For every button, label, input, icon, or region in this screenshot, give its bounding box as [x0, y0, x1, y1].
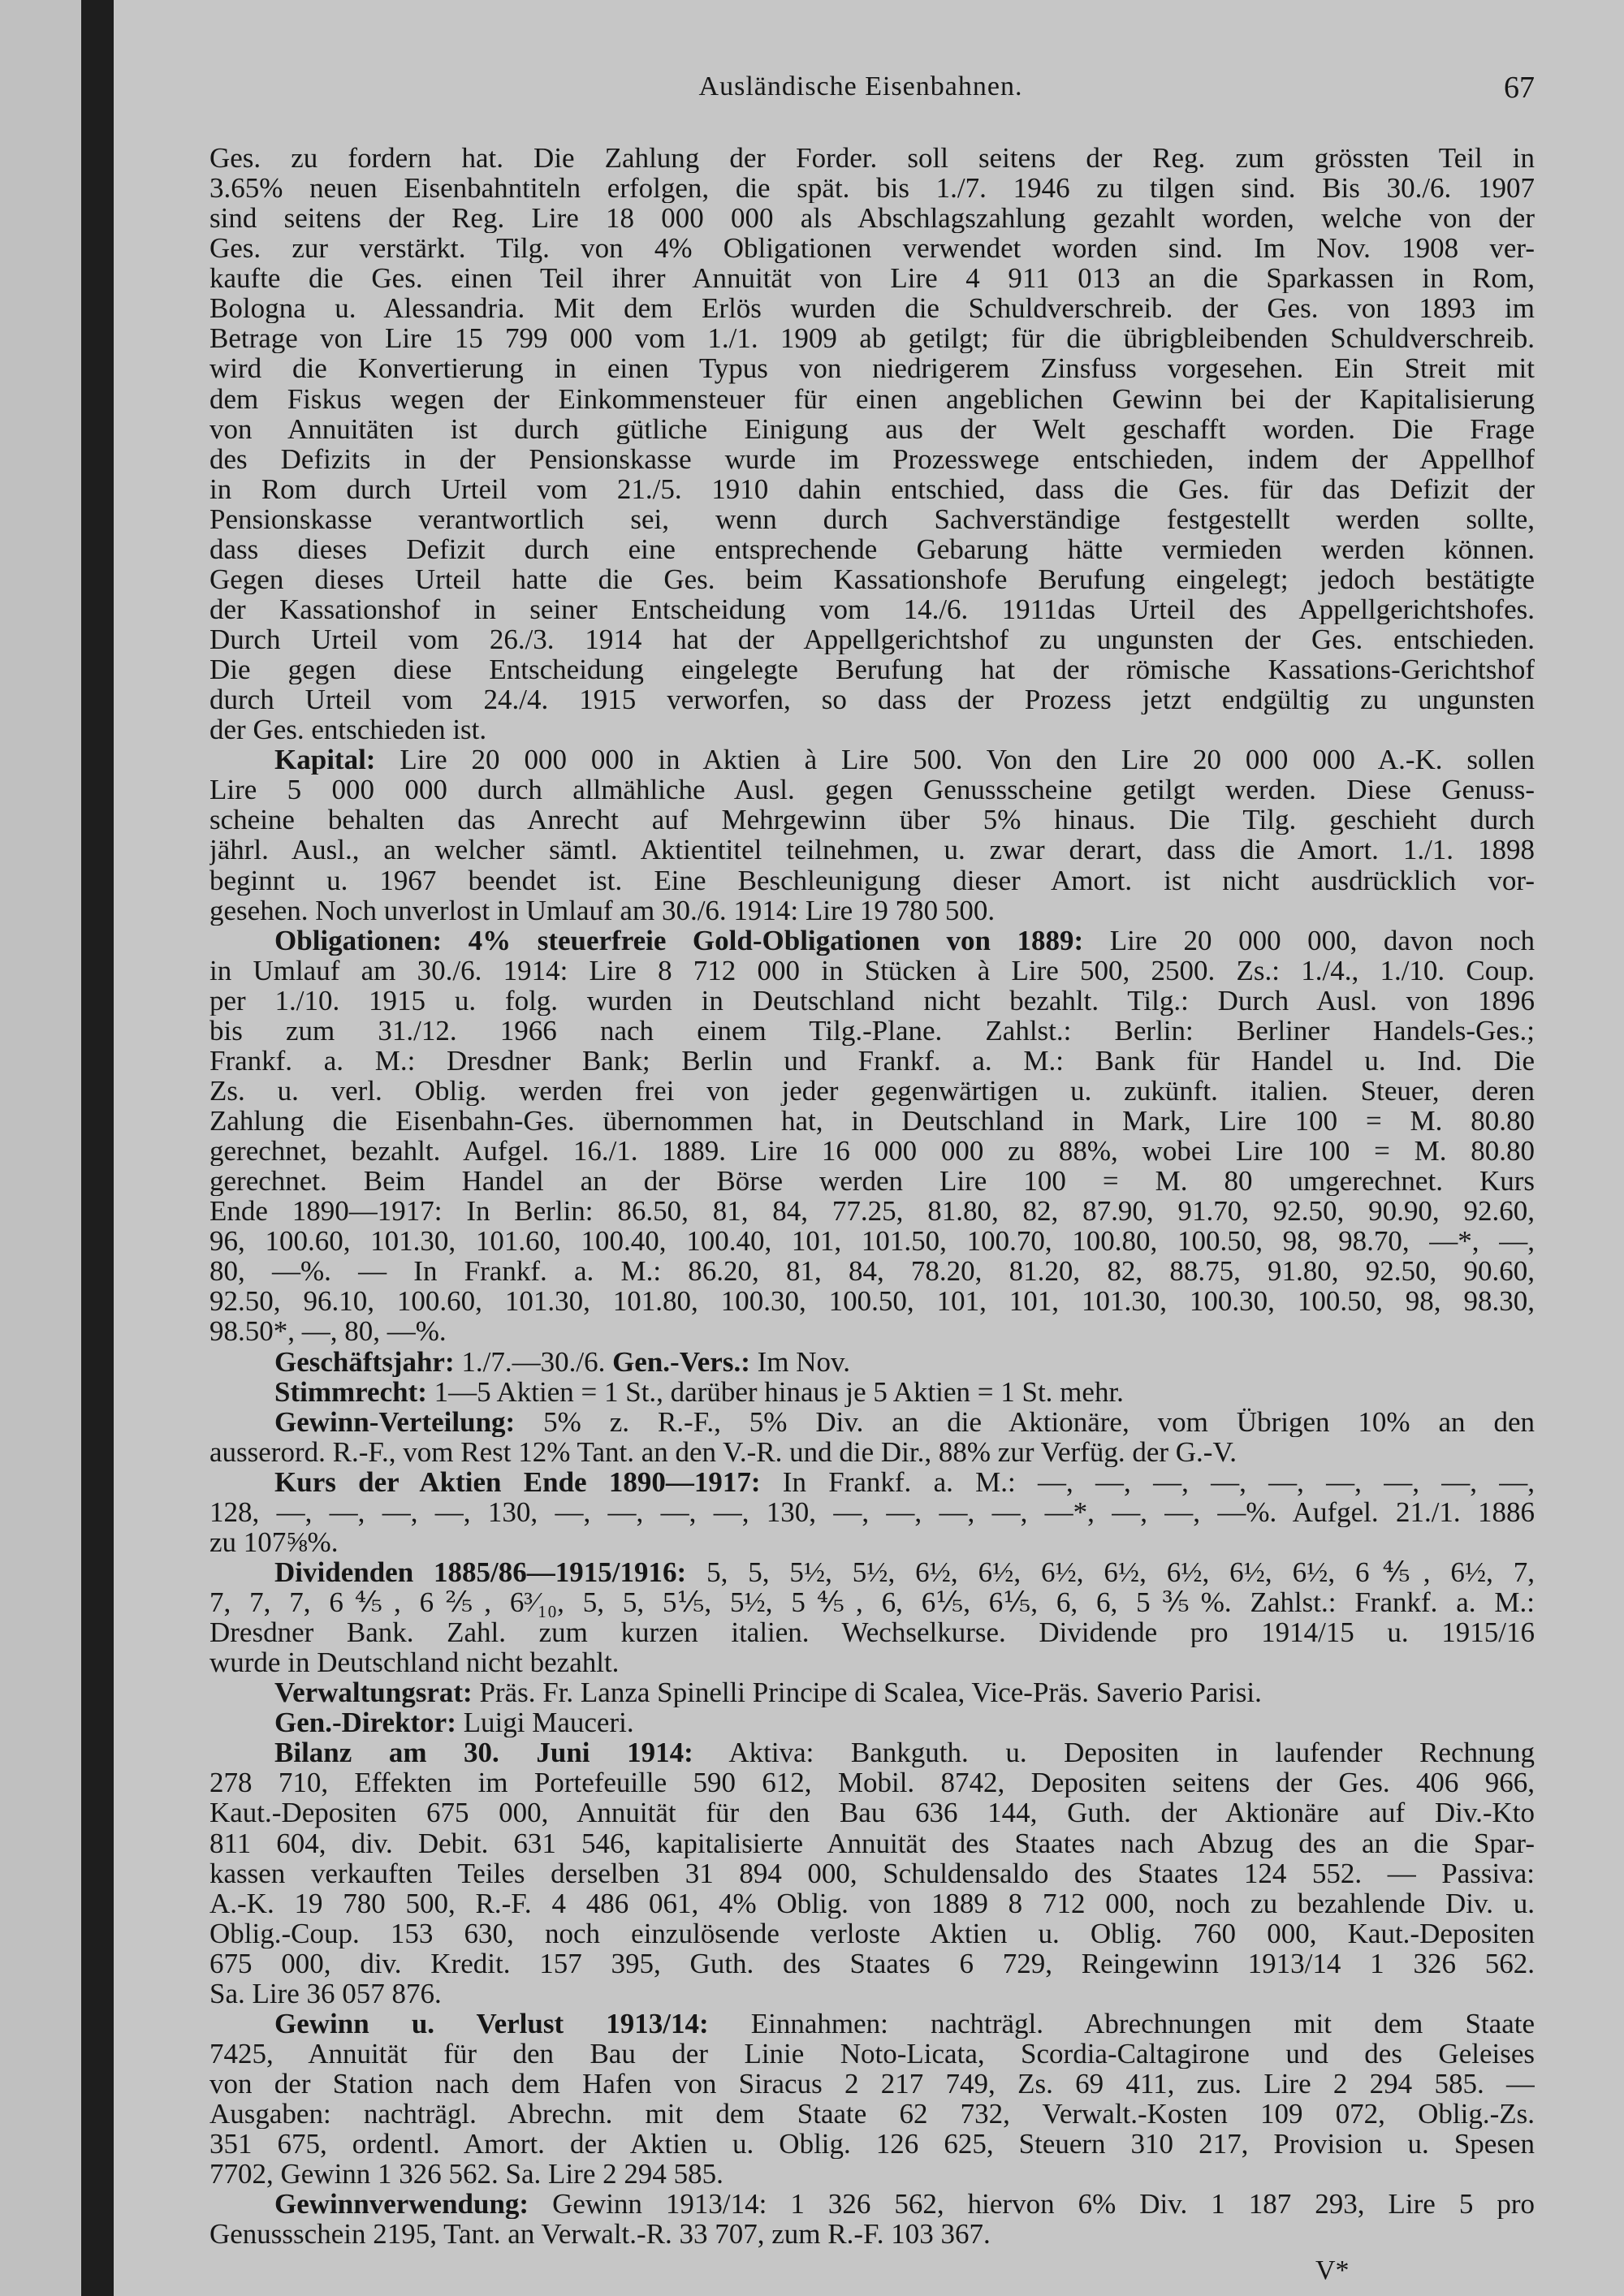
text-line: [209, 956, 1535, 986]
line-text: 5% z. R.-F., 5% Div. an die Aktionäre, vom Übrigen 10% an den: [515, 1406, 1535, 1437]
section-heading: Kapital:: [274, 744, 376, 775]
section-heading: Obligationen: 4% steuerfreie Gold-Obligationen von 1889:: [274, 925, 1084, 956]
section-line: [209, 1677, 1535, 1707]
text-line: [209, 1016, 1535, 1046]
line-text: 351 675, ordentl. Amort. der Aktien u. Oblig. 126 625, Steuern 310 217, Provision u. Spesen: [209, 2129, 1535, 2160]
line-text: sind seitens der Reg. Lire 18 000 000 als Abschlagszahlung gezahlt worden, welche von der: [209, 203, 1535, 234]
line-text: 7425, Annuität für den Bau der Linie Noto-Licata, Scordia-Caltagirone und des Geleises: [209, 2038, 1535, 2069]
text-line: [209, 534, 1535, 564]
line-text: 5, 5, 5½, 5½, 6½, 6½, 6½, 6½, 6½, 6½, 6½, 6⅘, 6½, 7,: [686, 1556, 1535, 1587]
line-text: Ende 1890—1917: In Berlin: 86.50, 81, 84, 77.25, 81.80, 82, 87.90, 91.70, 92.50, 90.90, 92.60,: [209, 1196, 1535, 1227]
text-body: [209, 143, 1535, 2249]
line-text: Luigi Mauceri.: [456, 1707, 634, 1738]
binding-shadow-bar: [81, 0, 114, 2296]
line-text: Kaut.-Depositen 675 000, Annuität für den Bau 636 144, Guth. der Aktionäre auf Div.-Kto: [209, 1798, 1535, 1828]
text-line: [209, 233, 1535, 263]
text-line: [209, 1858, 1535, 1888]
line-text: wurde in Deutschland nicht bezahlt.: [209, 1647, 620, 1678]
text-line: [209, 353, 1535, 383]
line-text: Zahlung die Eisenbahn-Ges. übernommen hat, in Deutschland in Mark, Lire 100 = M. 80.80: [209, 1106, 1535, 1137]
text-line: [209, 896, 1535, 926]
text-line: [209, 714, 1535, 744]
line-text: Lire 20 000 000, davon noch: [1083, 925, 1535, 956]
text-line: [209, 594, 1535, 624]
line-text: zu 107⅝%.: [209, 1526, 339, 1557]
scan-margin: [0, 0, 81, 2296]
text-line: [209, 263, 1535, 293]
line-text: Frankf. a. M.: Dresdner Bank; Berlin und Frankf. a. M.: Bank für Handel u. Ind. Die: [209, 1045, 1535, 1076]
text-line: [209, 1888, 1535, 1918]
line-text: Bologna u. Alessandria. Mit dem Erlös wurden die Schuldverschreib. der Ges. von 1893 im: [209, 293, 1535, 324]
text-line: [209, 323, 1535, 353]
section-heading: Bilanz am 30. Juni 1914:: [274, 1737, 693, 1768]
text-line: [209, 293, 1535, 323]
line-text: 811 604, div. Debit. 631 546, kapitalisierte Annuität des Staates nach Abzug des an die Spar-: [209, 1828, 1535, 1858]
text-line: [209, 2039, 1535, 2069]
section-heading: Gewinn-Verteilung:: [274, 1406, 516, 1437]
line-text: In Frankf. a. M.: —, —, —, —, —, —, —, —, —,: [760, 1466, 1535, 1497]
text-line: [209, 384, 1535, 414]
line-text: 278 710, Effekten im Portefeuille 590 612, Mobil. 8742, Depositen seitens der Ges. 406 966,: [209, 1767, 1535, 1798]
text-line: [209, 1106, 1535, 1136]
line-text: der Ges. entschieden ist.: [209, 714, 487, 745]
line-text: in Rom durch Urteil vom 21./5. 1910 dahin entschied, dass die Ges. für das Defizit der: [209, 473, 1535, 504]
line-text: 96, 100.60, 101.30, 101.60, 100.40, 100.40, 101, 101.50, 100.70, 100.80, 100.50, 98, 98.70, —*, —,: [209, 1226, 1535, 1257]
line-text: Gegen dieses Urteil hatte die Ges. beim Kassationshofe Berufung eingelegt; jedoch bestätigte: [209, 563, 1535, 594]
line-text: beginnt u. 1967 beendet ist. Eine Beschleunigung dieser Amort. ist nicht ausdrücklich vor-: [209, 865, 1535, 896]
line-text: Präs. Fr. Lanza Spinelli Principe di Scalea, Vice-Präs. Saverio Parisi.: [472, 1677, 1262, 1708]
line-text: Dresdner Bank. Zahl. zum kurzen italien. Wechselkurse. Dividende pro 1914/15 u. 1915/16: [209, 1617, 1535, 1648]
text-line: [209, 1918, 1535, 1949]
section-heading: Gen.-Vers.:: [612, 1346, 750, 1377]
text-line: [209, 143, 1535, 173]
line-text: Ges. zu fordern hat. Die Zahlung der Forder. soll seitens der Reg. zum grössten Teil in: [209, 143, 1535, 174]
line-text: Die gegen diese Entscheidung eingelegte Berufung hat der römische Kassations-Gerichtshof: [209, 654, 1535, 685]
text-line: [209, 1497, 1535, 1527]
text-line: [209, 1256, 1535, 1286]
page-number: 67: [1504, 71, 1535, 105]
text-line: [209, 865, 1535, 896]
text-line: [209, 654, 1535, 684]
line-text: gesehen. Noch unverlost in Umlauf am 30./6. 1914: Lire 19 780 500.: [209, 895, 996, 926]
text-line: [209, 1437, 1535, 1467]
text-line: [209, 1828, 1535, 1858]
text-line: [209, 1647, 1535, 1677]
line-text: jährl. Ausl., an welcher sämtl. Aktientitel teilnehmen, u. zwar derart, dass die Amort. 1./1. 1898: [209, 835, 1535, 865]
line-text: 7702, Gewinn 1 326 562. Sa. Lire 2 294 585.: [209, 2159, 723, 2190]
section-heading: Gewinnverwendung:: [274, 2189, 529, 2220]
text-line: [209, 2219, 1535, 2249]
text-line: [209, 1286, 1535, 1316]
text-line: [209, 173, 1535, 203]
line-text: 128, —, —, —, —, 130, —, —, —, —, 130, —, —, —, —, —*, —, —, —%. Aufgel. 21./1. 1886: [209, 1496, 1535, 1527]
text-line: [209, 1617, 1535, 1647]
section-heading: Stimmrecht:: [274, 1376, 427, 1407]
section-heading: Gen.-Direktor:: [274, 1707, 456, 1738]
line-text: gerechnet. Beim Handel an der Börse werden Lire 100 = M. 80 umgerechnet. Kurs: [209, 1166, 1535, 1197]
text-line: [209, 805, 1535, 835]
line-text: Einnahmen: nachträgl. Abrechnungen mit dem Staate: [708, 2008, 1535, 2039]
line-text: Durch Urteil vom 26./3. 1914 hat der Appellgerichtshof zu ungunsten der Ges. entschieden.: [209, 624, 1535, 655]
text-line: [209, 1166, 1535, 1196]
line-text: von Annuitäten ist durch gütliche Einigung aus der Welt geschafft worden. Die Frage: [209, 413, 1535, 444]
line-text: 3.65% neuen Eisenbahntiteln erfolgen, die spät. bis 1./7. 1946 zu tilgen sind. Bis 30./6. 1907: [209, 173, 1535, 204]
line-text: Pensionskasse verantwortlich sei, wenn durch Sachverständige festgestellt werden sollte,: [209, 503, 1535, 534]
running-header: Ausländische Eisenbahnen.: [698, 71, 1023, 101]
line-text: durch Urteil vom 24./4. 1915 verworfen, so dass der Prozess jetzt endgültig zu ungunsten: [209, 684, 1535, 715]
line-text: des Defizits in der Pensionskasse wurde im Prozesswege entschieden, indem der Appellhof: [209, 443, 1535, 474]
line-text: Gewinn 1913/14: 1 326 562, hiervon 6% Div. 1 187 293, Lire 5 pro: [529, 2189, 1535, 2220]
line-text: kaufte die Ges. einen Teil ihrer Annuität von Lire 4 911 013 an die Sparkassen in Rom,: [209, 263, 1535, 294]
line-text: dass dieses Defizit durch eine entsprechende Gebarung hätte vermieden werden können.: [209, 533, 1535, 564]
line-text: von der Station nach dem Hafen von Siracus 2 217 749, Zs. 69 411, zus. Lire 2 294 585. —: [209, 2069, 1535, 2100]
text-line: [209, 1587, 1535, 1617]
text-line: [209, 414, 1535, 444]
text-line: [209, 474, 1535, 504]
line-text: Lire 5 000 000 durch allmähliche Ausl. gegen Genussscheine getilgt werden. Diese Genuss-: [209, 775, 1535, 805]
text-line: [209, 203, 1535, 233]
section-line: [209, 1347, 1535, 1377]
text-line: [209, 2069, 1535, 2099]
text-line: [209, 1076, 1535, 1106]
line-text: wird die Konvertierung in einen Typus von niedrigerem Zinsfuss vorgesehen. Ein Streit mit: [209, 353, 1535, 384]
section-line: [209, 744, 1535, 775]
signature-mark: V*: [1315, 2255, 1350, 2285]
text-line: [209, 624, 1535, 654]
section-heading: Geschäftsjahr:: [274, 1346, 455, 1377]
line-text: Zs. u. verl. Oblig. werden frei von jeder gegenwärtigen u. zukünft. italien. Steuer, deren: [209, 1075, 1535, 1106]
line-text: gerechnet, bezahlt. Aufgel. 16./1. 1889. Lire 16 000 000 zu 88%, wobei Lire 100 = M. 80.80: [209, 1136, 1535, 1167]
section-line: [209, 1557, 1535, 1587]
section-heading: Dividenden 1885/86—1915/1916:: [274, 1556, 687, 1587]
text-line: [209, 684, 1535, 714]
line-text: Lire 20 000 000 in Aktien à Lire 500. Von den Lire 20 000 000 A.-K. sollen: [375, 744, 1535, 775]
line-text: bis zum 31./12. 1966 nach einem Tilg.-Plane. Zahlst.: Berlin: Berliner Handels-Ges.;: [209, 1015, 1535, 1046]
line-text: kassen verkauften Teiles derselben 31 894 000, Schuldensaldo des Staates 124 552. — Passiva:: [209, 1858, 1535, 1888]
text-line: [209, 444, 1535, 474]
line-text: 98.50*, —, 80, —%.: [209, 1316, 447, 1347]
line-text: ausserord. R.-F., vom Rest 12% Tant. an den V.-R. und die Dir., 88% zur Verfüg. der G.-V.: [209, 1436, 1237, 1467]
section-heading: Kurs der Aktien Ende 1890—1917:: [274, 1466, 761, 1497]
text-line: [209, 1046, 1535, 1076]
text-line: [209, 504, 1535, 534]
text-line: [209, 1949, 1535, 1979]
text-line: [209, 775, 1535, 805]
line-text: Ges. zur verstärkt. Tilg. von 4% Obligationen verwendet worden sind. Im Nov. 1908 ver-: [209, 233, 1535, 264]
text-line: [209, 1527, 1535, 1557]
text-line: [209, 1798, 1535, 1828]
section-line: [209, 1377, 1535, 1407]
line-text: Im Nov.: [749, 1346, 851, 1377]
text-line: [209, 2099, 1535, 2129]
line-text: Ausgaben: nachträgl. Abrechn. mit dem Staate 62 732, Verwalt.-Kosten 109 072, Oblig.-Zs.: [209, 2099, 1535, 2130]
text-line: [209, 986, 1535, 1016]
line-text: 1./7.—30./6.: [454, 1346, 613, 1377]
line-text: 92.50, 96.10, 100.60, 101.30, 101.80, 100.30, 100.50, 101, 101, 101.30, 100.30, 100.50, 98, 98.30,: [209, 1286, 1535, 1317]
line-text: scheine behalten das Anrecht auf Mehrgewinn über 5% hinaus. Die Tilg. geschieht durch: [209, 805, 1535, 835]
line-text: Sa. Lire 36 057 876.: [209, 1978, 442, 2009]
section-line: [209, 1467, 1535, 1497]
line-text: in Umlauf am 30./6. 1914: Lire 8 712 000 in Stücken à Lire 500, 2500. Zs.: 1./4., 1./10. Coup.: [209, 955, 1535, 986]
section-line: [209, 926, 1535, 956]
line-text: Betrage von Lire 15 799 000 vom 1./1. 1909 ab getilgt; für die übrigbleibenden Schuldverschreib.: [209, 323, 1535, 354]
text-line: [209, 2159, 1535, 2189]
text-line: [209, 1979, 1535, 2009]
line-text: dem Fiskus wegen der Einkommensteuer für einen angeblichen Gewinn bei der Kapitalisierung: [209, 383, 1535, 414]
line-text: per 1./10. 1915 u. folg. wurden in Deutschland nicht bezahlt. Tilg.: Durch Ausl. von 1896: [209, 985, 1535, 1016]
section-line: [209, 2189, 1535, 2219]
text-line: [209, 1767, 1535, 1798]
section-line: [209, 2009, 1535, 2039]
line-text: 675 000, div. Kredit. 157 395, Guth. des Staates 6 729, Reingewinn 1913/14 1 326 562.: [209, 1948, 1535, 1979]
section-line: [209, 1737, 1535, 1767]
text-line: [209, 1136, 1535, 1166]
text-line: [209, 835, 1535, 865]
line-text: A.-K. 19 780 500, R.-F. 4 486 061, 4% Oblig. von 1889 8 712 000, noch zu bezahlende Div. u.: [209, 1888, 1535, 1918]
line-text: Oblig.-Coup. 153 630, noch einzulösende verloste Aktien u. Oblig. 760 000, Kaut.-Depositen: [209, 1918, 1535, 1949]
line-text: der Kassationshof in seiner Entscheidung vom 14./6. 1911das Urteil des Appellgerichtshofes.: [209, 593, 1535, 624]
line-text: 80, —%. — In Frankf. a. M.: 86.20, 81, 84, 78.20, 81.20, 82, 88.75, 91.80, 92.50, 90.60,: [209, 1256, 1535, 1287]
text-line: [209, 1226, 1535, 1256]
line-text: Aktiva: Bankguth. u. Depositen in laufender Rechnung: [693, 1737, 1535, 1768]
line-text: Genussschein 2195, Tant. an Verwalt.-R. 33 707, zum R.-F. 103 367.: [209, 2219, 991, 2250]
section-line: [209, 1707, 1535, 1737]
text-line: [209, 564, 1535, 594]
line-text: 1—5 Aktien = 1 St., darüber hinaus je 5 Aktien = 1 St. mehr.: [426, 1376, 1124, 1407]
section-heading: Gewinn u. Verlust 1913/14:: [274, 2008, 709, 2039]
text-line: [209, 1316, 1535, 1346]
text-line: [209, 2129, 1535, 2159]
section-line: [209, 1407, 1535, 1437]
line-text: 7, 7, 7, 6⅘, 6⅖, 6³⁄₁₀, 5, 5, 5⅕, 5½, 5⅘, 6, 6⅕, 6⅕, 6, 6, 5⅗%. Zahlst.: Frankf. a. M.:: [209, 1587, 1535, 1618]
section-heading: Verwaltungsrat:: [274, 1677, 473, 1708]
text-line: [209, 1196, 1535, 1226]
